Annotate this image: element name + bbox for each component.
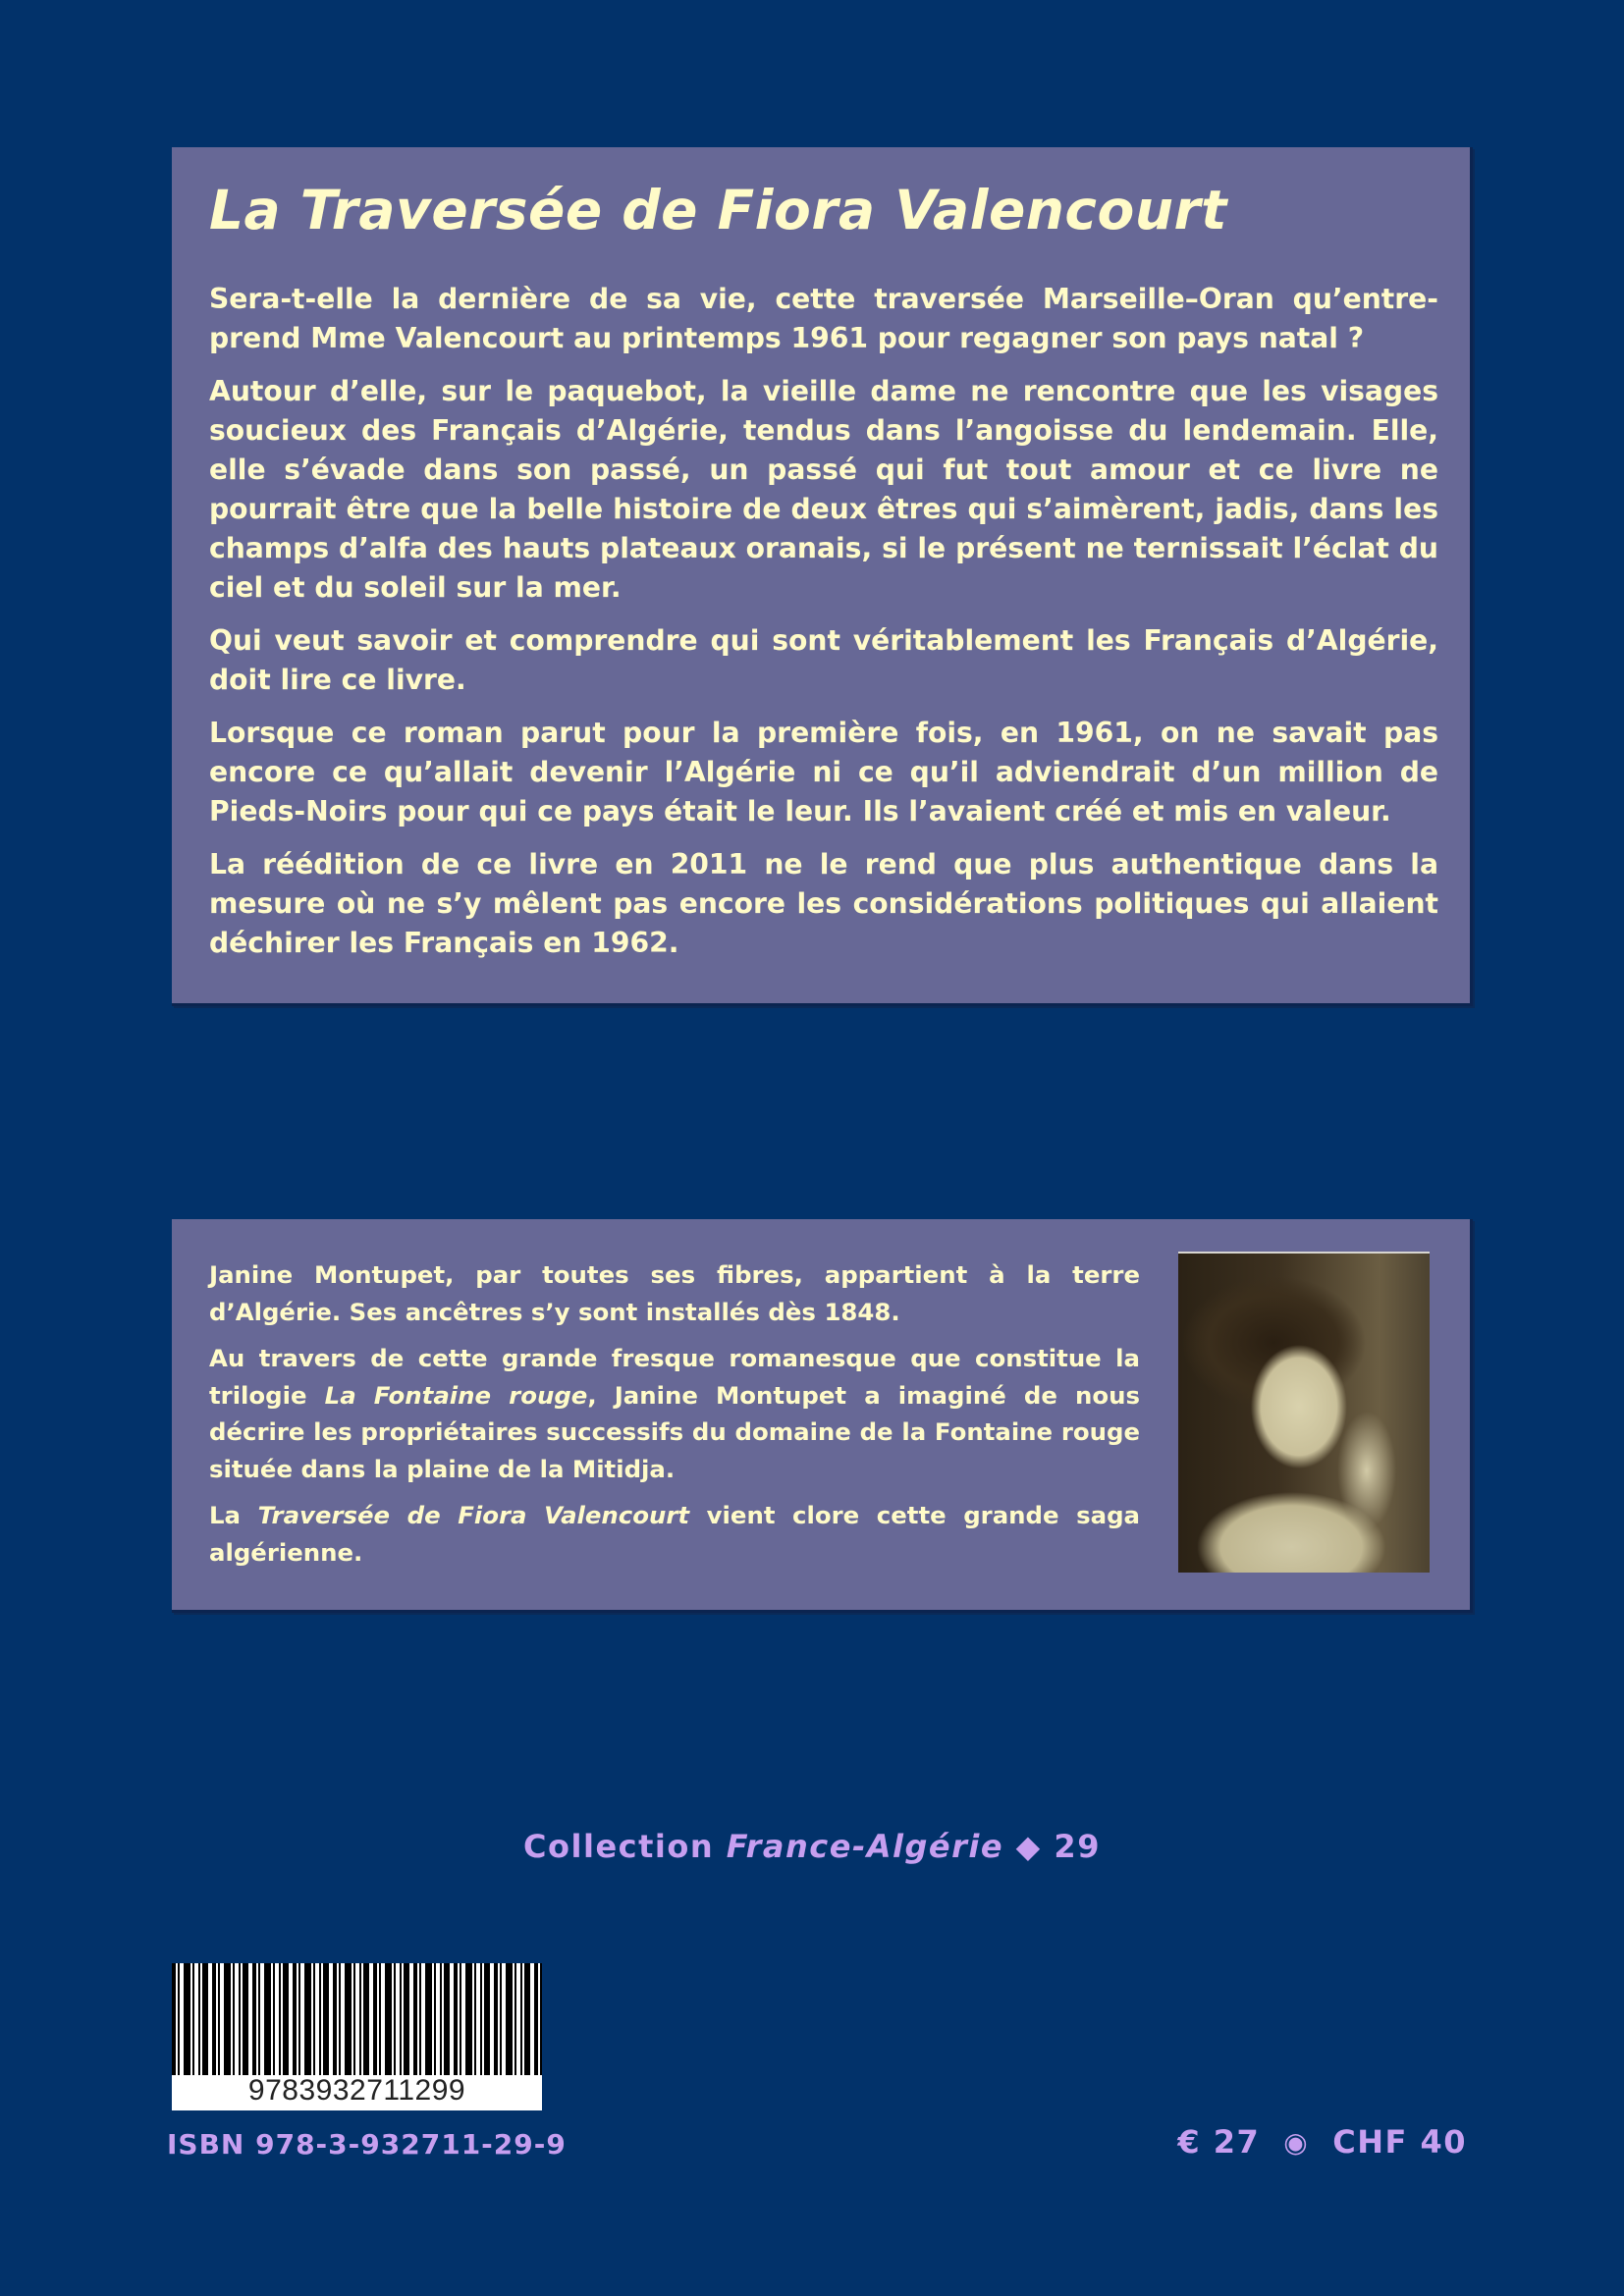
isbn: ISBN 978-3-932711-29-9: [167, 2128, 567, 2161]
trilogy-title: La Fontaine rouge: [324, 1380, 588, 1410]
collection-series: France-Algérie: [726, 1828, 1004, 1865]
barcode-bars: [172, 1963, 542, 2075]
text-run: vient clore cette grande saga algérienne.: [209, 1501, 1141, 1567]
author-paragraph: Janine Montupet, par toutes ses fibres, appartient à la terre d’Algérie. Ses ancêtres s’y sont installés dès 1848.: [209, 1260, 1140, 1326]
author-photo: [1178, 1252, 1430, 1573]
text-run: La: [209, 1501, 258, 1529]
synopsis-paragraph: Sera-t-elle la dernière de sa vie, cette traversée Marseille–Oran qu’entre-prend Mme Valencourt au printemps 1961 pour regagner son pays natal ?: [209, 283, 1438, 354]
diamond-icon: ◆: [1015, 1828, 1042, 1865]
synopsis-text: [209, 280, 1438, 977]
barcode-digits: 9783932711299: [247, 2074, 466, 2107]
synopsis-paragraph: Autour d’elle, sur le paquebot, la vieille dame ne rencontre que les visages soucieux des Français d’Algérie, tendus dans l’angoisse du lendemain. Elle, elle s’évade dans son passé, un passé qui fut tout amour et ce livre ne pourrait être que la belle histoire de deux êtres qui s’aimèrent, jadis, dans les champs d’alfa des hauts plateaux oranais, si le présent ne ternissait l’éclat du ciel et du soleil sur la mer.: [209, 375, 1438, 604]
price-chf: CHF 40: [1332, 2123, 1467, 2161]
synopsis-paragraph: Lorsque ce roman parut pour la première fois, en 1961, on ne savait pas encore ce qu’allait devenir l’Algérie ni ce qu’il adviendrait d’un million de Pieds-Noirs pour qui ce pays était le leur. Ils l’avaient créé et mis en valeur.: [209, 717, 1438, 828]
synopsis-panel: [172, 147, 1473, 1006]
collection-number: 29: [1054, 1828, 1101, 1865]
collection-label: Collection: [523, 1828, 727, 1865]
synopsis-paragraph: Qui veut savoir et comprendre qui sont véritablement les Français d’Algérie, doit lire ce livre.: [209, 624, 1438, 696]
text-run: , Janine Montupet a imaginé de nous décrire les propriétaires successifs du domaine de la Fontaine rouge située dans la plaine de la Mitidja.: [209, 1380, 1140, 1483]
price-eur: € 27: [1177, 2123, 1261, 2161]
author-panel: [172, 1219, 1473, 1613]
author-bio: [209, 1256, 1140, 1580]
author-paragraph: [209, 1497, 1140, 1571]
book-title: La Traversée de Fiora Valencourt: [209, 179, 1227, 241]
collection-line: [0, 1828, 1624, 1865]
author-paragraph: [209, 1340, 1140, 1487]
text-run: Au travers de cette grande fresque romanesque que constitue la trilogie: [209, 1344, 1140, 1410]
barcode: [172, 1963, 542, 2110]
book-title-inline: Traversée de Fiora Valencourt: [257, 1501, 690, 1529]
price: [1177, 2123, 1467, 2161]
synopsis-paragraph: La réédition de ce livre en 2011 ne le rend que plus authentique dans la mesure où ne s’y mêlent pas encore les considérations politiques qui allaient déchirer les Français en 1962.: [209, 848, 1438, 959]
bullseye-icon: ◉: [1283, 2125, 1310, 2159]
